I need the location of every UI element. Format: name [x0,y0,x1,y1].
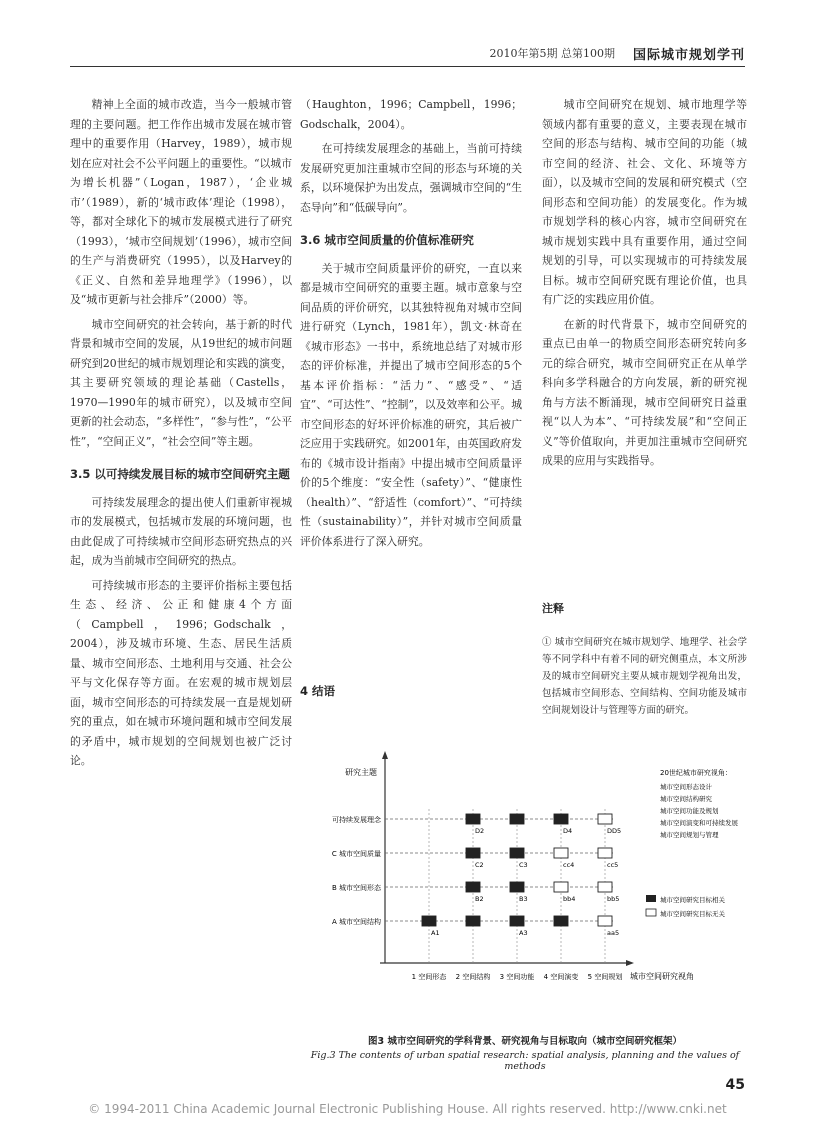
left-column [70,95,292,776]
node-label: bb4 [563,895,576,903]
legend-filled-label: 城市空间研究目标相关 [660,896,725,904]
diagram-node [466,882,480,892]
paragraph: 可持续发展理念的提出使人们重新审视城市的发展模式，包括城市发展的环境问题，也由此促成了可持续城市空间形态研究热点的兴起，成为当前城市空间研究的热点。 [70,495,292,567]
legend-open-swatch [646,909,656,916]
section-heading-3-5: 3.5 以可持续发展目标的城市空间研究主题 [70,467,290,481]
node-label: A3 [519,929,528,937]
legend-item: 城市空间演变和可持续发展 [660,819,738,827]
node-label: C2 [475,861,484,869]
journal-title: 国际城市规划学刊 [632,47,745,63]
legend-item: 城市空间规划与管理 [660,831,719,839]
node-label: D4 [563,827,573,835]
col-label: 1 空间形态 [411,973,447,981]
issue-info: 2010年第5期 总第100期 [489,47,615,60]
diagram-node [554,848,568,858]
page-number: 45 [725,1077,745,1093]
copyright-notice: © 1994-2011 China Academic Journal Electronic Publishing House. All rights reserved. http://www.cnki.net [88,1102,727,1116]
paragraph: 精神上全面的城市改造，当今一般城市管理的主要问题。把工作作出城市发展在城市管理中的重要作用（Harvey，1989），城市规划在应对社会不公平问题上的重要性。“以城市为增长机器”（Logan，1987），‘企业城市’（1989），新的‘城市政体’理论（1998），等，都对全球化下的城市发展模式进行了研究（1993），‘城市空间规划’（1996），城市空间的生产与消费研究（1995），以及Harvey的《正义、自然和差异地理学》（1996），以及“城市更新与社会排斥”（2000）等。 [70,98,292,306]
diagram-node [554,916,568,926]
notes-title: 注释 [542,602,564,615]
diagram-node [510,916,524,926]
diagram-node [466,916,480,926]
paragraph: 城市空间研究在规划、城市地理学等领域内都有重要的意义，主要表现在城市空间的形态与结构、城市空间的功能（城市空间的经济、社会、文化、环境等方面），以及城市空间的发展和研究模式（空间形态和空间功能）的发展变化。作为城市规划学科的核心内容，城市空间研究在城市规划实践中具有重要作用，通过空间规划的引导，可以实现城市的可持续发展目标。城市空间研究既有理论价值，也具有广泛的实践应用价值。 [542,98,747,306]
middle-column [300,95,522,556]
figure-3 [330,735,760,1035]
row-label: 可持续发展理念 [332,816,381,824]
diagram-node [598,882,612,892]
paragraph: 关于城市空间质量评价的研究，一直以来都是城市空间研究的重要主题。城市意象与空间品质的评价研究，以其独特视角对城市空间进行研究（Lynch，1981年），凯文·林奇在《城市形态》一书中，系统地总结了对城市形态的评价标准，并提出了城市空间形态的5个基本评价指标：“活力”、“感受”、“适宜”、“可达性”、“控制”，以及效率和公平。城市空间形态的好坏评价标准的研究，其后被广泛应用于实践研究。如2001年，由英国政府发布的《城市设计指南》中提出城市空间质量评价的5个维度：“安全性（safety）”、“健康性（health）”、“舒适性（comfort）”、“可持续性（sustainability）”，并针对城市空间质量评价体系进行了深入研究。 [300,261,522,548]
diagram-node [598,814,612,824]
notes-section [542,600,747,719]
diagram-node [554,882,568,892]
figure-caption-cn: 图3 城市空间研究的学科背景、研究视角与目标取向（城市空间研究框架） [368,1036,682,1047]
x-axis-arrow [626,960,634,966]
legend-item: 城市空间结构研究 [660,795,712,803]
col-label: 5 空间规划 [587,973,623,981]
paragraph: 在新的时代背景下，城市空间研究的重点已由单一的物质空间形态研究转向多元的综合研究，城市空间研究正在从单学科向多学科融合的方向发展，新的研究视角与方法不断涌现，城市空间研究日益重视“以人为本”、“可持续发展”和“空间正义”等价值取向，并更加注重城市空间研究成果的应用与实践指导。 [542,317,747,467]
note-item: ① 城市空间研究在城市规划学、地理学、社会学等不同学科中有着不同的研究侧重点，本文所涉及的城市空间研究主要从城市规划学视角出发，包括城市空间形态、空间结构、空间功能及城市空间规划设计与管理等方面的研究。 [542,637,747,716]
node-label: D2 [475,827,485,835]
node-label: cc5 [607,861,619,869]
section-heading-3-6: 3.6 城市空间质量的价值标准研究 [300,233,474,247]
node-label: cc4 [563,861,575,869]
diagram-node [466,814,480,824]
paragraph: 在可持续发展理念的基础上，当前可持续发展研究更加注重城市空间的形态与环境的关系，以环境保护为出发点，强调城市空间的“生态导向”和“低碳导向”。 [300,142,522,214]
legend-title: 20世纪城市研究视角： [660,769,732,777]
right-column [542,95,747,476]
legend-item: 城市空间功能及规划 [660,807,719,815]
diagram-node [598,916,612,926]
paragraph: （Haughton，1996；Campbell，1996；Godschalk，2004）。 [300,98,522,131]
diagram-node [598,848,612,858]
y-axis-label: 研究主题 [345,768,377,777]
y-axis-arrow [382,751,388,759]
figure-caption-en: Fig.3 The contents of urban spatial research: spatial analysis, planning and the values of methods [310,1050,740,1072]
x-axis-label: 城市空间研究视角 [630,972,694,981]
node-label: DD5 [607,827,622,835]
node-label: aa5 [607,929,620,937]
col-label: 3 空间功能 [499,973,535,981]
row-label: C 城市空间质量 [331,850,381,858]
node-label: C3 [519,861,528,869]
diagram-node [510,814,524,824]
diagram-node [510,848,524,858]
diagram-node [422,916,436,926]
diagram-node [466,848,480,858]
col-label: 4 空间演变 [543,973,579,981]
paragraph: 可持续城市形态的主要评价指标主要包括生态、经济、公正和健康4个方面（Campbell，1996；Godschalk，2004），涉及城市环境、生态、居民生活质量、城市空间形态、土地利用与交通、社会公平与文化保存等方面。在宏观的城市规划层面，城市空间形态的可持续发展一直是规划研究的重点，如在城市环境问题和城市空间发展的矛盾中，城市规划的空间规划也被广泛讨论。 [70,578,292,767]
row-label: B 城市空间形态 [331,884,381,892]
node-label: A1 [431,929,440,937]
running-header [70,40,745,67]
section-heading-4: 4 结语 [300,684,336,698]
node-label: bb5 [607,895,620,903]
node-label: B2 [475,895,484,903]
legend-open-label: 城市空间研究目标无关 [660,910,725,918]
row-label: A 城市空间结构 [331,918,381,926]
diagram-node [510,882,524,892]
legend-item: 城市空间形态设计 [660,783,712,791]
col-label: 2 空间结构 [455,973,491,981]
node-label: B3 [519,895,528,903]
paragraph: 城市空间研究的社会转向，基于新的时代背景和城市空间的发展，从19世纪的城市问题研究到20世纪的城市规划理论和实践的演变，其主要研究领域的理论基础（Castells，1970—1990年的城市研究），以及城市空间更新的社会动态，“多样性”，“参与性”，“公平性”，“空间正义”，“社会空间”等主题。 [70,317,292,448]
legend-filled-swatch [646,895,656,902]
diagram-node [554,814,568,824]
figure-diagram [330,735,760,1035]
